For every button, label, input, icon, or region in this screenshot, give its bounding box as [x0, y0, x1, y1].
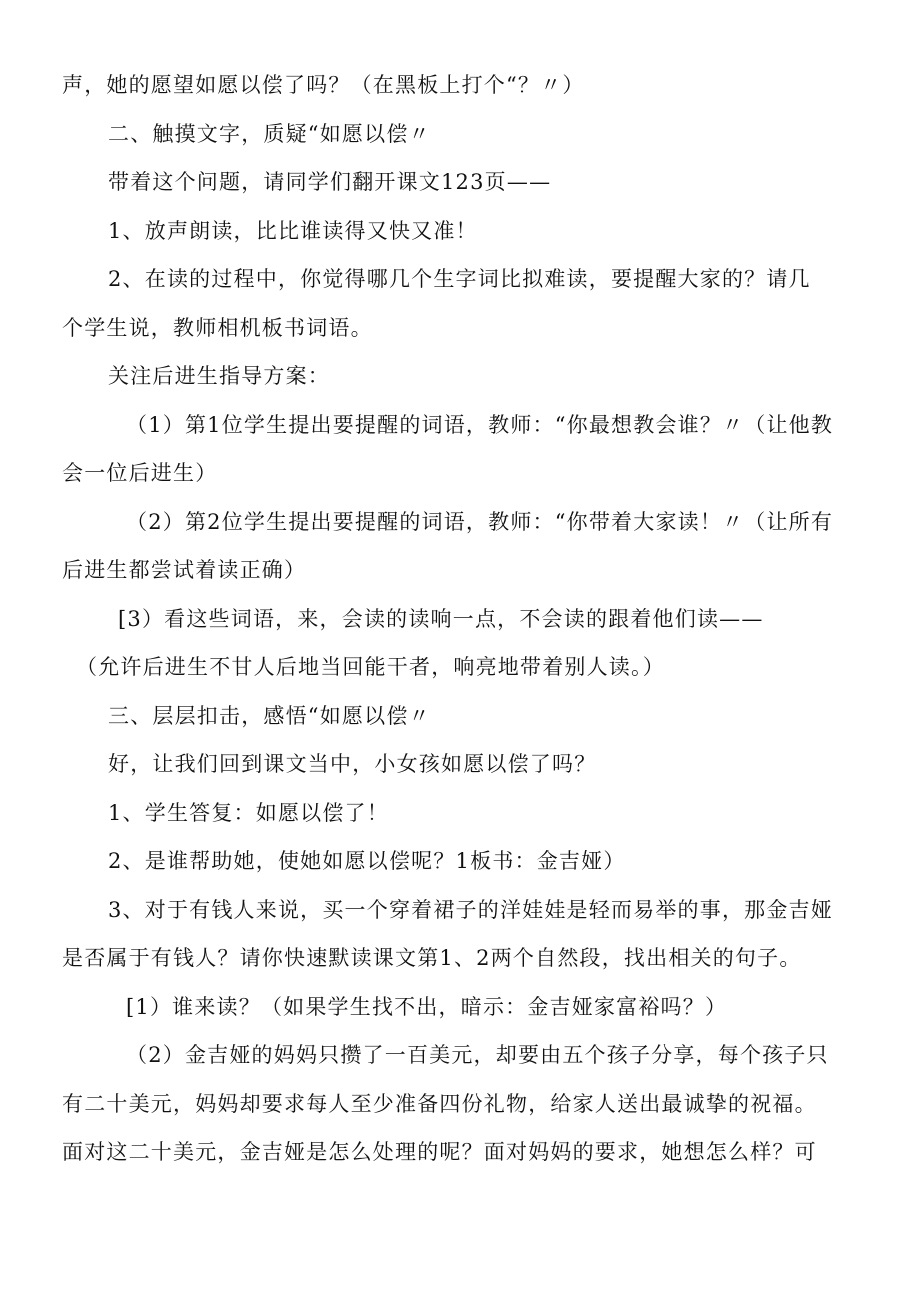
text-line-12: [3）看这些词语，来，会读的读响一点，不会读的跟着他们读——	[118, 607, 764, 631]
text-line-13: （允许后进生不甘人后地当回能干者，响亮地带着别人读。）	[76, 655, 665, 679]
text-line-7: 关注后进生指导方案：	[108, 364, 330, 388]
text-line-22: 有二十美元，妈妈却要求每人至少准备四份礼物，给家人送出最诚挚的祝福。	[62, 1092, 817, 1116]
text-line-9: 会一位后进生）	[62, 461, 218, 485]
text-line-5: 2、在读的过程中，你觉得哪几个生字词比拟难读，要提醒大家的？请几	[108, 267, 811, 291]
text-line-18: 3、对于有钱人来说，买一个穿着裙子的洋娃娃是轻而易举的事，那金吉娅	[108, 898, 833, 922]
text-line-19: 是否属于有钱人？请你快速默读课文第1、2两个自然段，找出相关的句子。	[62, 946, 802, 970]
text-line-20: [1）谁来读？（如果学生找不出，暗示：金吉娅家富裕吗？）	[126, 995, 728, 1019]
text-line-23: 面对这二十美元，金吉娅是怎么处理的呢？面对妈妈的要求，她想怎么样？可	[62, 1140, 817, 1164]
text-line-3: 带着这个问题，请同学们翻开课文123页——	[108, 170, 552, 194]
text-line-10: （2）第2位学生提出要提醒的词语，教师：“你带着大家读！〃（让所有	[126, 510, 834, 534]
text-line-17: 2、是谁帮助她，使她如愿以偿呢？1板书：金吉娅）	[108, 849, 626, 873]
section-heading-3: 三、层层扣击，感悟“如愿以偿〃	[108, 704, 431, 728]
text-line-21: （2）金吉娅的妈妈只攒了一百美元，却要由五个孩子分享，每个孩子只	[126, 1043, 829, 1067]
section-heading-2: 二、触摸文字，质疑“如愿以偿〃	[108, 122, 431, 146]
text-line-1: 声，她的愿望如愿以偿了吗？（在黑板上打个“？〃）	[62, 73, 585, 97]
text-line-15: 好，让我们回到课文当中，小女孩如愿以偿了吗？	[108, 752, 597, 776]
text-line-4: 1、放声朗读，比比谁读得又快又准！	[108, 219, 478, 243]
text-line-6: 个学生说，教师相机板书词语。	[62, 316, 373, 340]
text-line-11: 后进生都尝试着读正确）	[62, 558, 307, 582]
text-line-16: 1、学生答复：如愿以偿了！	[108, 801, 389, 825]
text-line-8: （1）第1位学生提出要提醒的词语，教师：“你最想教会谁？〃（让他教	[126, 413, 834, 437]
